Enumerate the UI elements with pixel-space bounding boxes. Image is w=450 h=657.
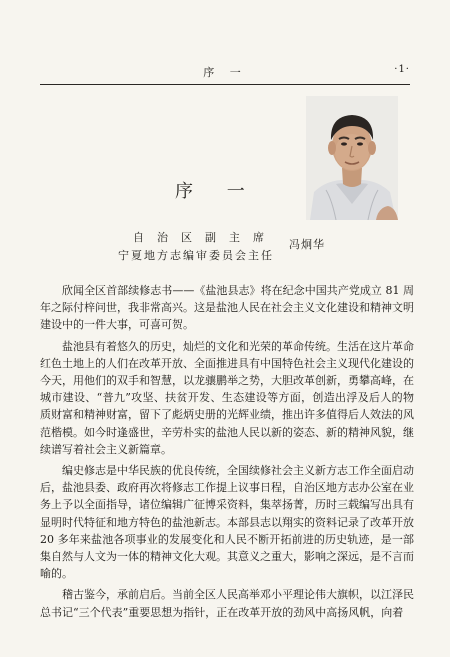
- signature-position-line: 自治区副主席: [133, 231, 277, 244]
- signature-office-line: 宁夏地方志编审委员会主任: [118, 249, 274, 262]
- preface-body: [40, 282, 414, 625]
- paragraph: 稽古鉴今，承前启后。当前全区人民高举邓小平理论伟大旗帜，以江泽民总书记“三个代表”重要思想为指针，正在改革开放的劲风中高扬风帆，向着: [40, 588, 414, 619]
- running-title: 序 一: [203, 66, 247, 79]
- portrait-illustration: [306, 96, 398, 220]
- running-header: [40, 64, 410, 82]
- author-portrait-photo: [306, 96, 398, 220]
- page-number: ·1·: [394, 64, 410, 75]
- paragraph: 编史修志是中华民族的优良传统，全国续修社会主义新方志工作全面启动后，盐池县委、政府再次将修志工作提上议事日程，自治区地方志办公室在业务上予以全面指导，诸位编辑广征博采资料，集萃扬菁，历时三载编写出具有显明时代特征和地方特色的盐池新志。本部县志以翔实的资料记录了改革开放 20 多年来盐池各项事业的发展变化和人民不断开拓前进的历史轨迹，是一部集自然与人文为一体的精神文化大观。其意义之重大，影响之深远，是不言而喻的。: [40, 464, 414, 581]
- preface-title: 序 一: [175, 181, 259, 202]
- header-rule: [40, 84, 410, 85]
- signature-name: 冯炯华: [289, 238, 325, 251]
- paragraph: 欣闻全区首部续修志书——《盐池县志》将在纪念中国共产党成立 81 周年之际付梓问世，我非常高兴。这是盐池人民在社会主义文化建设和精神文明建设中的一件大事，可喜可贺。: [40, 284, 414, 332]
- paragraph: 盐池县有着悠久的历史，灿烂的文化和光荣的革命传统。生活在这片革命红色土地上的人们在改革开放、全面推进具有中国特色社会主义现代化建设的今天，用他们的双手和智慧，以龙骧鹏举之势，大胆改革创新，勇攀高峰，在城市建设、“普九”攻坚、扶贫开发、生态建设等方面，创造出浮及后人的物质财富和精神财富，留下了彪炳史册的光辉业绩，推出许多值得后人效法的风范楷模。如今时逢盛世，辛劳朴实的盐池人民以新的姿态、新的精神风貌，继续谱写着社会主义新篇章。: [40, 339, 414, 456]
